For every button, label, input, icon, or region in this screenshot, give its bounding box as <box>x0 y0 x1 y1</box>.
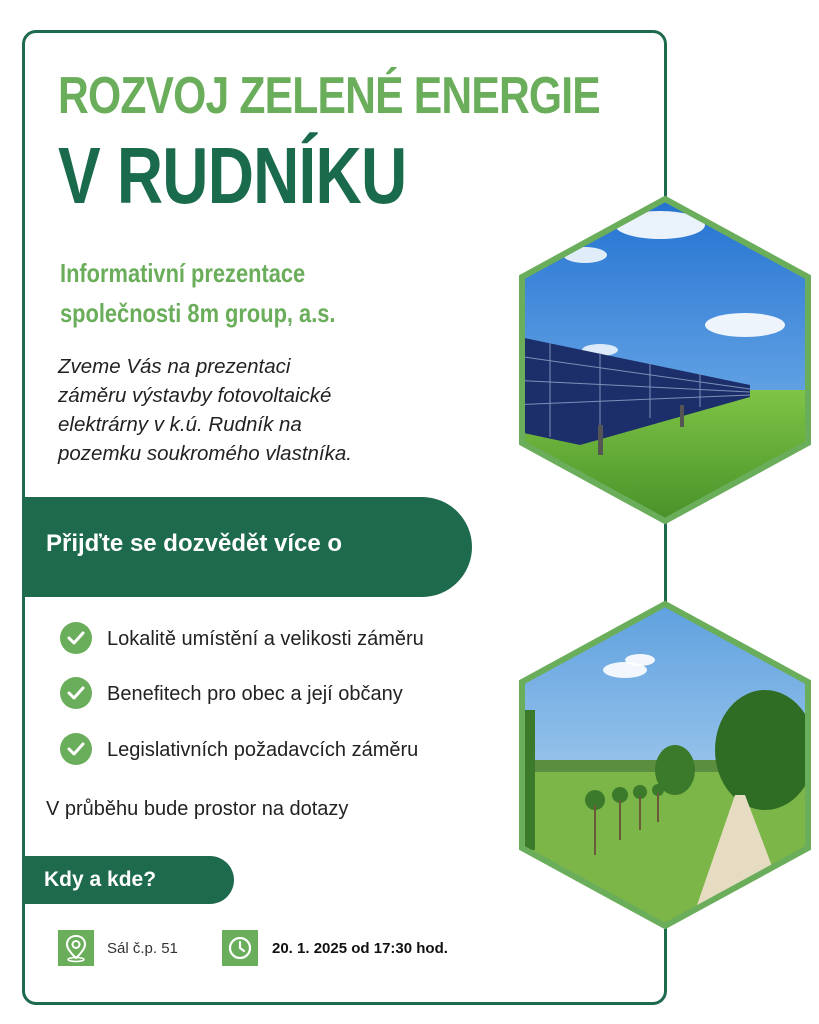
list-item-label: Benefitech pro obec a její občany <box>107 683 403 705</box>
questions-note: V průběhu bude prostor na dotazy <box>46 798 349 820</box>
when-where-heading: Kdy a kde? <box>44 868 157 891</box>
list-item-label: Lokalitě umístění a velikosti záměru <box>107 628 424 650</box>
check-circle-icon <box>60 677 92 709</box>
intro-line-4: pozemku soukromého vlastníka. <box>58 442 352 465</box>
subtitle-line-2: společnosti 8m group, a.s. <box>60 298 336 328</box>
event-datetime: 20. 1. 2025 od 17:30 hod. <box>272 940 448 957</box>
list-item-label: Legislativních požadavcích záměru <box>107 739 419 761</box>
when-where-banner <box>22 856 234 904</box>
check-circle-icon <box>60 733 92 765</box>
subtitle-line-1: Informativní prezentace <box>60 258 306 288</box>
check-circle-icon <box>60 622 92 654</box>
title-line-1: ROZVOJ ZELENÉ ENERGIE <box>58 67 600 125</box>
country-path-photo <box>510 590 819 940</box>
intro-line-3: elektrárny v k.ú. Rudník na <box>58 413 302 436</box>
intro-text <box>58 352 438 468</box>
subtitle <box>60 253 335 333</box>
learn-more-banner <box>22 497 472 597</box>
learn-more-heading: Přijďte se dozvědět více o <box>46 530 343 557</box>
event-place: Sál č.p. 51 <box>107 940 178 957</box>
intro-line-2: záměru výstavby fotovoltaické <box>58 384 332 407</box>
clock-icon <box>222 930 258 966</box>
intro-line-1: Zveme Vás na prezentaci <box>58 355 291 378</box>
solar-panels-photo <box>510 185 819 535</box>
title-line-2: V RUDNÍKU <box>58 131 407 220</box>
location-pin-icon <box>58 930 94 966</box>
